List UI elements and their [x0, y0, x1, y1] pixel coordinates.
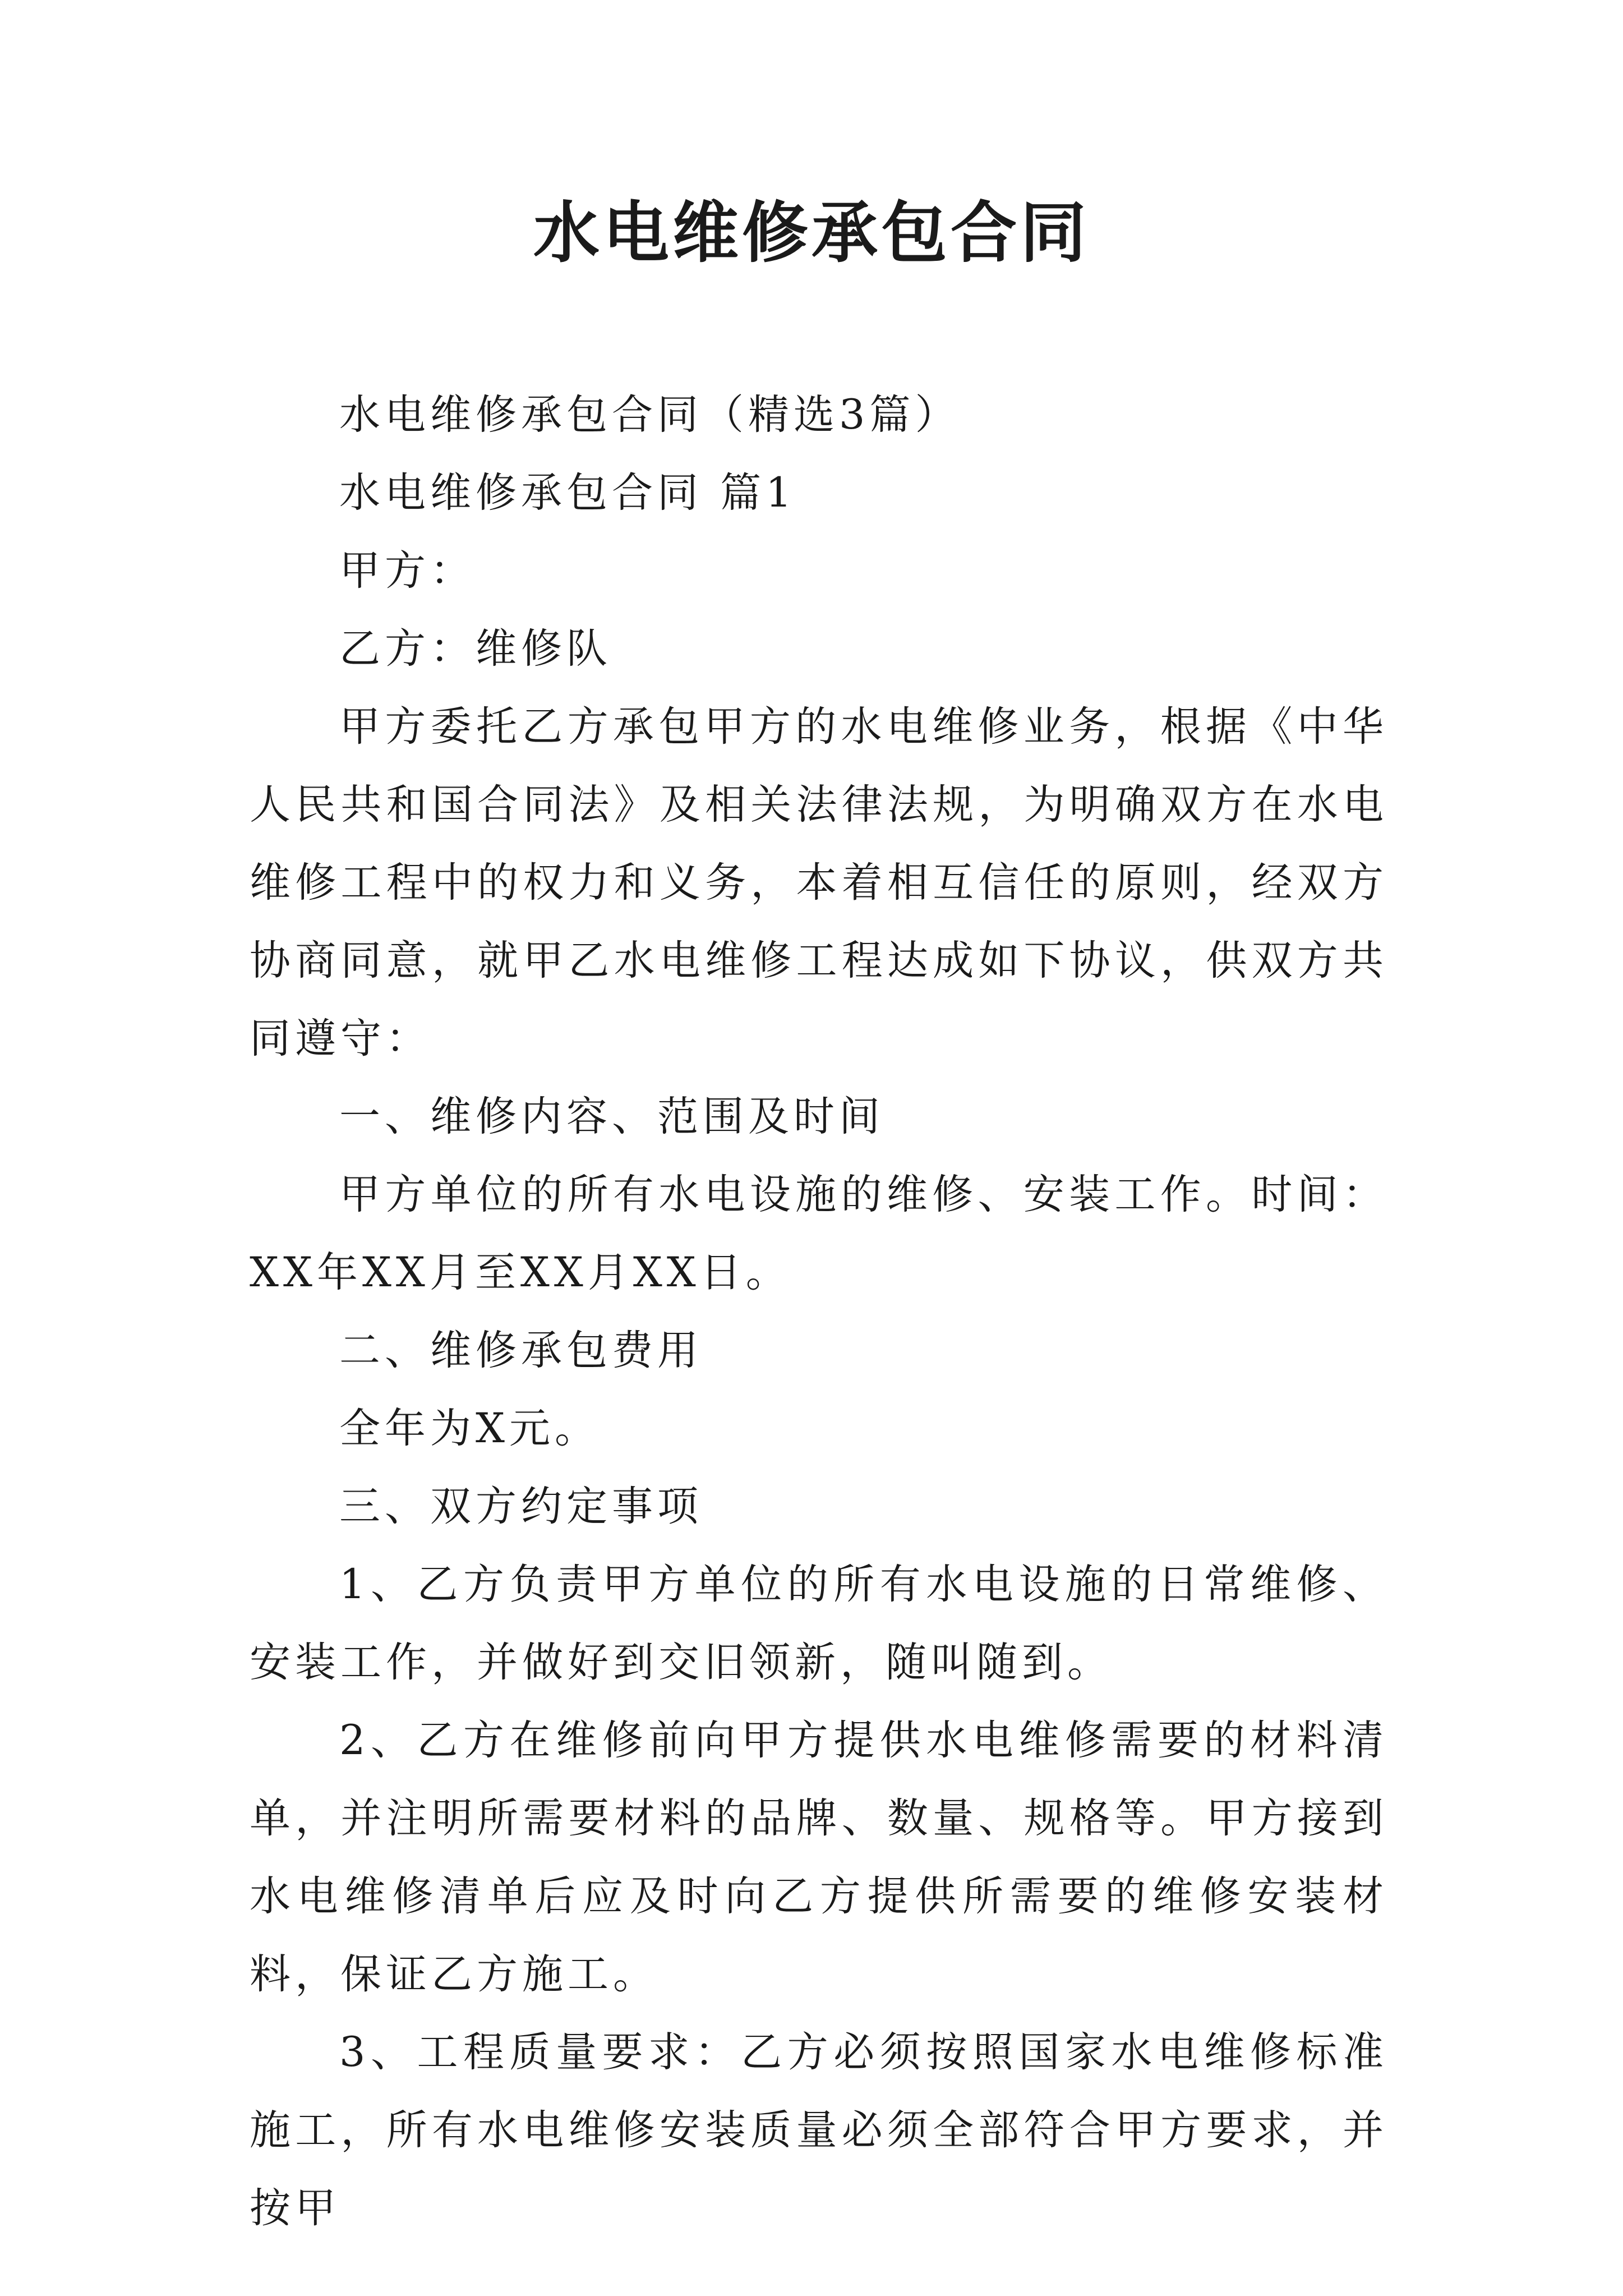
document-body	[250, 376, 1388, 2247]
paragraph-fee: 全年为X元。	[339, 1405, 600, 1452]
paragraph-item-1: 1、乙方负责甲方单位的所有水电设施的日常维修、安装工作，并做好到交旧领新，随叫随到。	[250, 1561, 1388, 1686]
paragraph-party-b: 乙方：维修队	[339, 625, 612, 673]
paragraph-item-2: 2、乙方在维修前向甲方提供水电维修需要的材料清单，并注明所需要材料的品牌、数量、规格等。甲方接到水电维修清单后应及时向乙方提供所需要的维修安装材料，保证乙方施工。	[250, 1717, 1388, 1998]
paragraph-item-3: 3、工程质量要求：乙方必须按照国家水电维修标准施工，所有水电维修安装质量必须全部符合甲方要求，并按甲	[250, 2028, 1388, 2232]
paragraph-preamble: 甲方委托乙方承包甲方的水电维修业务，根据《中华人民共和国合同法》及相关法律法规，为明确双方在水电维修工程中的权力和义务，本着相互信任的原则，经双方协商同意，就甲乙水电维修工程达成如下协议，供双方共同遵守：	[250, 703, 1388, 1062]
paragraph-section-heading: 水电维修承包合同 篇1	[339, 469, 796, 517]
paragraph-scope: 甲方单位的所有水电设施的维修、安装工作。时间：XX年XX月至XX月XX日。	[250, 1171, 1388, 1296]
paragraph-heading-1: 一、维修内容、范围及时间	[339, 1093, 884, 1140]
paragraph-heading-2: 二、维修承包费用	[339, 1327, 703, 1374]
paragraph-subtitle: 水电维修承包合同（精选3篇）	[339, 391, 961, 439]
document-title: 水电维修承包合同	[533, 194, 1090, 272]
paragraph-party-a: 甲方：	[339, 547, 476, 595]
paragraph-heading-3: 三、双方约定事项	[339, 1483, 703, 1530]
